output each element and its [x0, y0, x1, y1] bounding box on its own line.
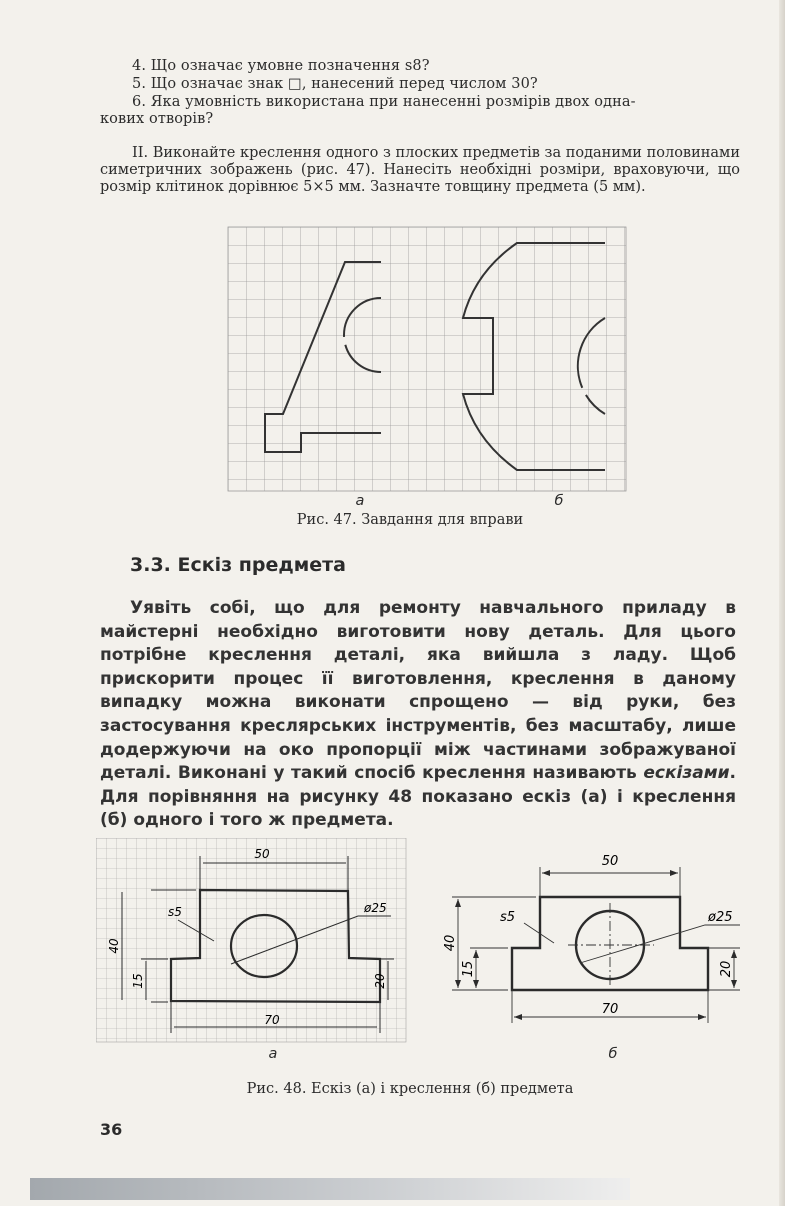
figure-47 — [225, 224, 631, 496]
sketch-dim-diameter: ø25 — [364, 901, 387, 915]
task-paragraph: II. Виконайте креслення одного з плоских предметів за поданими половинами симетричних зображень (рис. 47). Нанесіть необхідні розміри, враховуючи, що розмір клітинок дорівнює 5×5 мм. Зазначте товщину предмета (5 мм). — [100, 145, 740, 195]
sketch-dim-thickness: s5 — [168, 905, 182, 919]
question-6: 6. Яка умовність використана при нанесенні розмірів двох одна- — [132, 94, 636, 110]
fig48-label-a: а — [268, 1046, 278, 1062]
drawing-dim-top: 50 — [601, 854, 619, 869]
term-eskizy: ескізами — [643, 763, 730, 784]
drawing-dim-thickness: s5 — [500, 910, 516, 925]
sketch-dim-step: 15 — [131, 973, 145, 989]
fig47-label-a: а — [355, 493, 365, 509]
question-6-cont: ковиx отворів? — [100, 111, 214, 127]
sketch-dim-right: 20 — [373, 973, 387, 989]
drawing-dim-right: 20 — [719, 960, 734, 978]
scan-shadow — [30, 1178, 630, 1200]
figure-48-b-drawing — [440, 845, 740, 1045]
sketch-dim-height: 40 — [107, 938, 121, 954]
grid-48 — [96, 838, 406, 1042]
drawing-dims — [452, 867, 740, 1023]
page-number: 36 — [100, 1120, 123, 1139]
drawing-dim-diameter: ø25 — [708, 910, 733, 925]
sketch-dim-top: 50 — [254, 847, 270, 861]
section-paragraph: Уявіть собі, що для ремонту навчального приладу в майстерні необхідно виготовити нову деталь. Для цього потрібне креслення деталі, яка вийшла з ладу. Щоб прискорити процес її виготовлення, креслення в даному випадку можна виконати спрощено — від руки, без застосування креслярських інструментів, без масштабу, лише додержуючи на око пропорції між частинами зображуваної деталі. Виконані у такий спосіб креслення називають ескізами. Для порівняння на рисунку 48 показано ескіз (а) і креслення (б) одного і того ж предмета. — [100, 598, 736, 831]
fig48-caption: Рис. 48. Ескіз (а) і креслення (б) предмета — [246, 1081, 574, 1097]
figure-48-a-sketch — [96, 838, 412, 1046]
sketch-dim-bottom: 70 — [264, 1013, 280, 1027]
fig48-label-b: б — [608, 1046, 618, 1062]
section-heading: 3.3. Ескіз предмета — [130, 554, 347, 576]
fig47-caption: Рис. 47. Завдання для вправи — [296, 512, 524, 528]
drawing-dim-height: 40 — [443, 934, 458, 952]
drawing-dim-step: 15 — [461, 960, 476, 978]
question-5: 5. Що означає знак □, нанесений перед числом 30? — [132, 76, 538, 92]
page-edge — [779, 0, 785, 1206]
question-4: 4. Що означає умовне позначення s8? — [132, 58, 430, 74]
fig47-label-b: б — [554, 493, 564, 509]
drawing-dim-bottom: 70 — [601, 1002, 619, 1017]
